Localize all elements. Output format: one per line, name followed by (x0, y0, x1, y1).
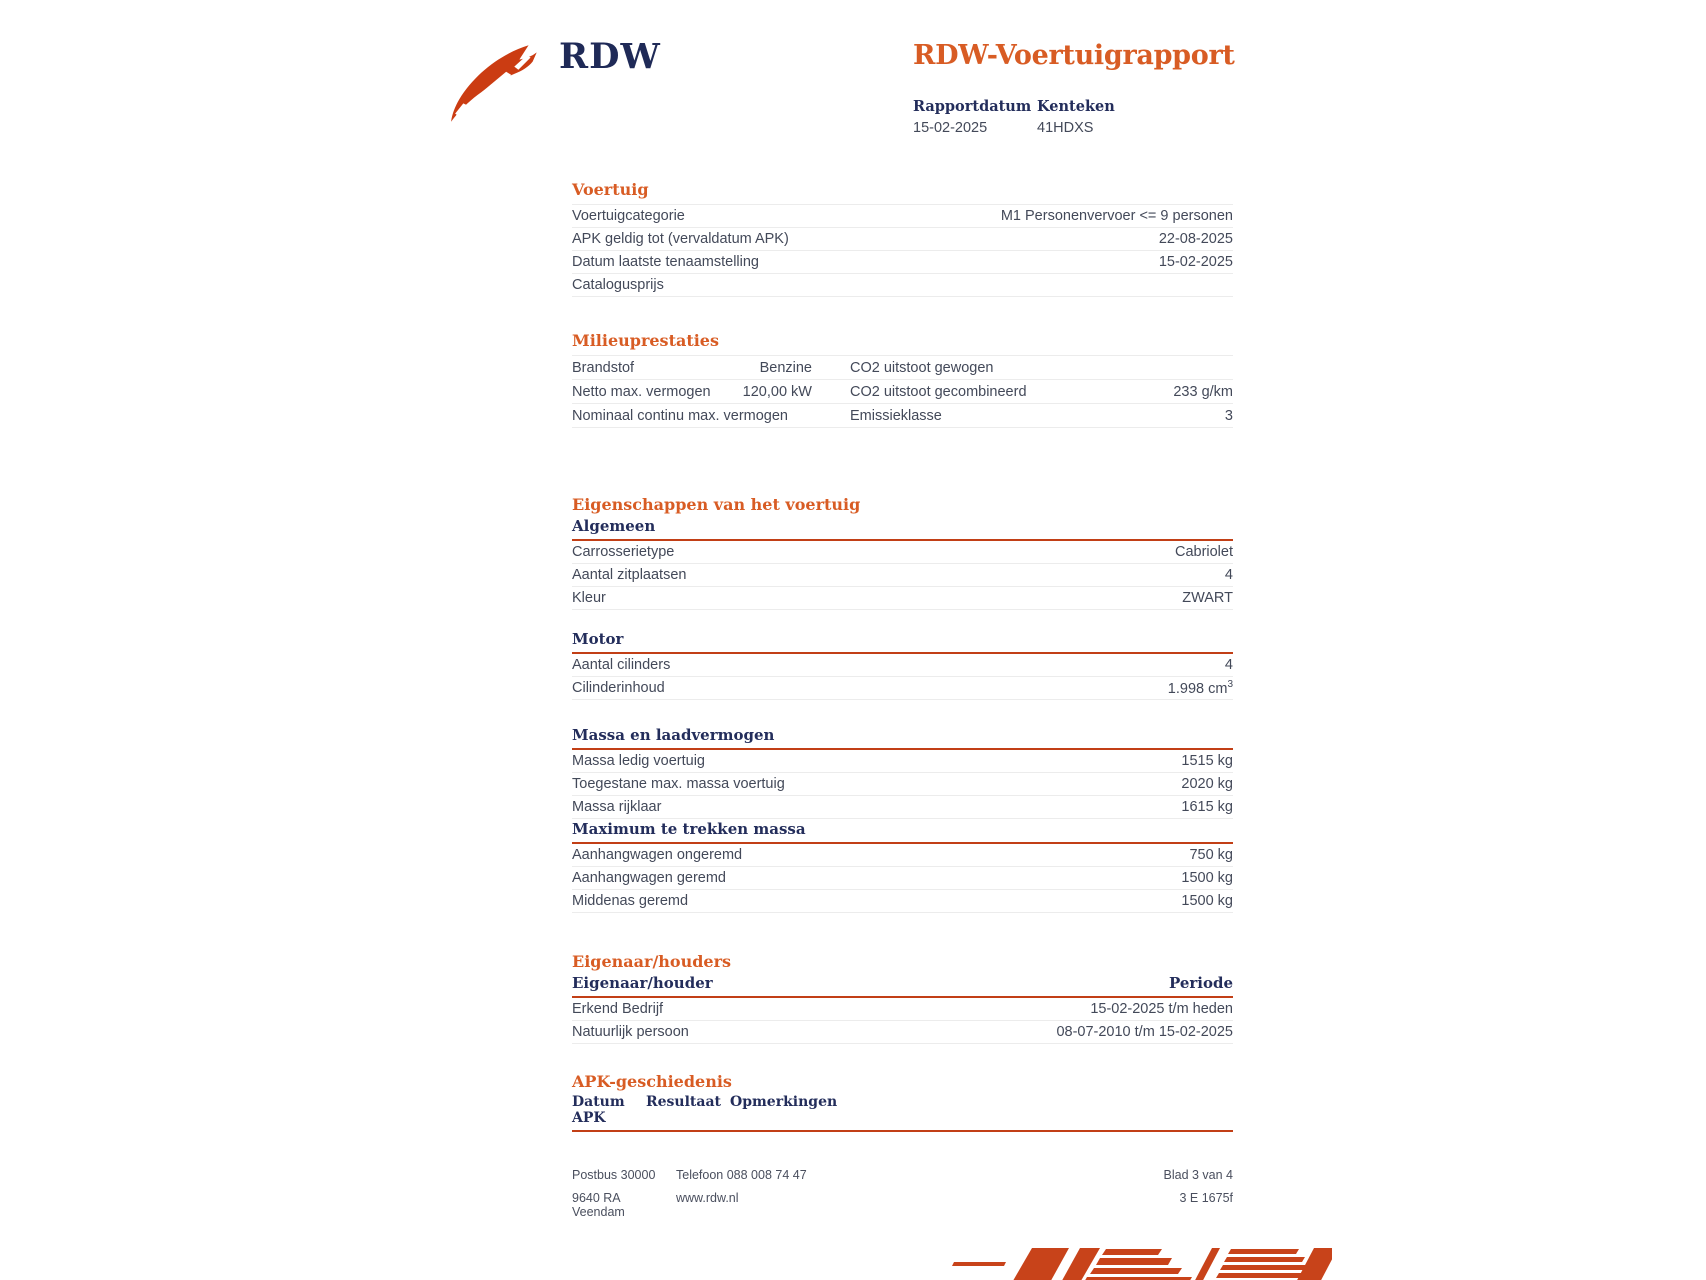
row-value: 2020 kg (1181, 776, 1233, 792)
section-eigenaren (572, 952, 1233, 1044)
row-label: Aanhangwagen ongeremd (572, 847, 743, 863)
row-label: Netto max. vermogen (572, 383, 711, 400)
row-label: CO2 uitstoot gecombineerd (850, 383, 1027, 400)
subsection-massa (572, 726, 1233, 819)
row-value: Benzine (759, 359, 812, 376)
row-value: 4 (1224, 567, 1233, 583)
footer-city: 9640 RA Veendam (572, 1191, 625, 1219)
apk-header-row (572, 1094, 1233, 1132)
row-label: Nominaal continu max. vermogen (572, 407, 788, 424)
subsection-title: Maximum te trekken massa (572, 820, 1233, 844)
column-header-owner: Eigenaar/houder (572, 974, 713, 992)
row-label: Aantal zitplaatsen (572, 567, 687, 583)
row-value: 3 (1224, 407, 1233, 424)
row-label: Voertuigcategorie (572, 208, 685, 224)
license-plate-label: Kenteken (1037, 98, 1115, 115)
table-row (572, 251, 1233, 274)
table-row (572, 564, 1233, 587)
row-value: 1.998 $cm^3$ (1167, 679, 1233, 697)
section-apk-geschiedenis (572, 1072, 1233, 1132)
table-row (572, 356, 1233, 380)
row-value: 1615 kg (1181, 799, 1233, 815)
table-row (572, 890, 1233, 913)
table-row (572, 844, 1233, 867)
row-label: Cilinderinhoud (572, 680, 665, 696)
row-value: 1500 kg (1181, 870, 1233, 886)
section-milieuprestaties (572, 331, 1233, 428)
row-label: Massa ledig voertuig (572, 753, 705, 769)
subsection-title: Algemeen (572, 517, 1233, 541)
page-footer (572, 1168, 1233, 1219)
section-heading: Eigenaar/houders (572, 952, 732, 971)
row-value: 233 g/km (1173, 383, 1233, 400)
section-eigenschappen-heading: Eigenschappen van het voertuig (572, 495, 861, 514)
footer-row (572, 1168, 1233, 1191)
table-row (572, 274, 1233, 297)
row-value: 4 (1224, 657, 1233, 673)
algemeen-table (572, 541, 1233, 610)
section-voertuig (572, 180, 1233, 297)
table-row (572, 404, 1233, 428)
table-row (572, 677, 1233, 700)
subsection-trekken-massa (572, 820, 1233, 913)
table-row (572, 541, 1233, 564)
column-header-period: Periode (1168, 974, 1233, 992)
row-label: APK geldig tot (vervaldatum APK) (572, 231, 789, 247)
table-row (572, 587, 1233, 610)
table-row (572, 1021, 1233, 1044)
report-date-label: Rapportdatum (913, 98, 1032, 115)
row-label: Catalogusprijs (572, 277, 664, 293)
row-label: Aanhangwagen geremd (572, 870, 726, 886)
owners-table (572, 998, 1233, 1044)
massa-table (572, 750, 1233, 819)
row-label: Datum laatste tenaamstelling (572, 254, 759, 270)
rdw-wing-logo-icon (447, 40, 551, 126)
page-title: RDW-Voertuigrapport (913, 40, 1235, 71)
row-label: Emissieklasse (850, 407, 942, 424)
motor-table (572, 654, 1233, 700)
row-label: Massa rijklaar (572, 799, 662, 815)
voertuig-table (572, 204, 1233, 297)
row-label: Brandstof (572, 359, 635, 376)
section-heading: Milieuprestaties (572, 331, 719, 350)
report-date-block (913, 98, 1037, 136)
table-row (572, 228, 1233, 251)
footer-po-box: Postbus 30000 (572, 1168, 656, 1182)
table-row (572, 750, 1233, 773)
row-value: 15-02-2025 (1158, 254, 1233, 270)
table-row (572, 867, 1233, 890)
report-date-value: 15-02-2025 (913, 120, 988, 136)
owner-period: 08-07-2010 t/m 15-02-2025 (1056, 1024, 1233, 1040)
row-label: Kleur (572, 590, 606, 606)
owners-header-row (572, 974, 1233, 998)
footer-page-number: Blad 3 van 4 (1163, 1168, 1233, 1182)
subsection-title: Motor (572, 630, 1233, 654)
owner-name: Erkend Bedrijf (572, 1001, 664, 1017)
footer-phone: Telefoon 088 008 74 47 (676, 1168, 807, 1182)
cubic-superscript: 3 (1227, 679, 1233, 691)
owner-name: Natuurlijk persoon (572, 1024, 689, 1040)
footer-row (572, 1191, 1233, 1219)
subsection-algemeen (572, 517, 1233, 610)
row-label: Middenas geremd (572, 893, 689, 909)
rdw-stripes-graphic-icon (952, 1246, 1332, 1280)
row-value: ZWART (1182, 590, 1233, 606)
milieu-table (572, 355, 1233, 428)
row-value: 120,00 kW (742, 383, 812, 400)
trekken-table (572, 844, 1233, 913)
row-value: Cabriolet (1174, 544, 1233, 560)
footer-website: www.rdw.nl (676, 1191, 739, 1205)
table-row (572, 380, 1233, 404)
column-header-resultaat: Resultaat (646, 1094, 721, 1110)
table-row (572, 773, 1233, 796)
row-label: Toegestane max. massa voertuig (572, 776, 785, 792)
section-heading: Voertuig (572, 180, 649, 199)
row-value: 1515 kg (1181, 753, 1233, 769)
table-row (572, 796, 1233, 819)
table-row (572, 998, 1233, 1021)
row-label: Carrosserietype (572, 544, 675, 560)
table-row (572, 654, 1233, 677)
subsection-motor (572, 630, 1233, 700)
license-plate-block (1037, 98, 1115, 136)
subsection-title: Massa en laadvermogen (572, 726, 1233, 750)
table-row (572, 205, 1233, 228)
column-header-opmerkingen: Opmerkingen (730, 1094, 838, 1110)
rdw-wordmark: RDW (559, 36, 661, 77)
row-value: 1500 kg (1181, 893, 1233, 909)
row-label: Aantal cilinders (572, 657, 671, 673)
footer-doc-code: 3 E 1675f (1179, 1191, 1233, 1205)
owner-period: 15-02-2025 t/m heden (1090, 1001, 1233, 1017)
row-value: 750 kg (1189, 847, 1233, 863)
row-value: M1 Personenvervoer <= 9 personen (1000, 208, 1233, 224)
row-value: 22-08-2025 (1158, 231, 1233, 247)
license-plate-value: 41HDXS (1037, 120, 1094, 136)
row-label: CO2 uitstoot gewogen (850, 359, 994, 376)
column-header-datum-apk: Datum APK (572, 1094, 625, 1126)
report-meta (913, 98, 1115, 136)
section-heading: APK-geschiedenis (572, 1072, 732, 1091)
